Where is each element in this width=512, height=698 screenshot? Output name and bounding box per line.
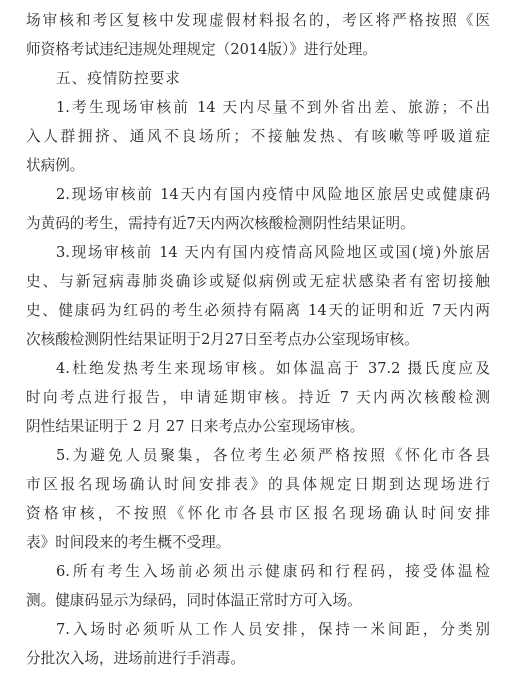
text-line: 市区报名现场确认时间安排表》的具体规定日期到达现场进行 — [26, 476, 490, 493]
text-line: 状病例。 — [26, 157, 85, 174]
text-line: 史、健康码为红码的考生必须持有隔离 14天的证明和近 7天内两 — [26, 302, 490, 319]
text-line: 入人群拥挤、通风不良场所；不接触发热、有咳嗽等呼吸道症 — [26, 128, 490, 145]
item-2-paragraph — [26, 180, 490, 238]
item-7-paragraph — [26, 615, 490, 673]
text-line: 1.考生现场审核前 14 天内尽量不到外省出差、旅游；不出 — [56, 99, 490, 116]
item-4-paragraph — [26, 354, 490, 441]
text-line: 史、与新冠病毒肺炎确诊或疑似病例或无症状感染者有密切接触 — [26, 273, 490, 290]
item-6-paragraph — [26, 557, 490, 615]
text-line: 阴性结果证明于 2 月 27 日来考点办公室现场审核。 — [26, 418, 365, 435]
text-line: 6.所有考生入场前必须出示健康码和行程码，接受体温检 — [56, 563, 490, 580]
text-line: 3.现场审核前 14 天内有国内疫情高风险地区或国(境)外旅居 — [56, 244, 490, 261]
text-line: 时向考点进行报告，申请延期审核。持近 7 天内两次核酸检测 — [26, 389, 490, 406]
text-line: 测。健康码显示为绿码，同时体温正常时方可入场。 — [26, 592, 362, 609]
item-3-paragraph — [26, 238, 490, 354]
text-line: 场审核和考区复核中发现虚假材料报名的，考区将严格按照《医 — [26, 12, 490, 29]
text-line: 次核酸检测阴性结果证明于2月27日至考点办公室现场审核。 — [26, 331, 419, 348]
item-1-paragraph — [26, 93, 490, 180]
item-5-paragraph — [26, 441, 490, 557]
text-line: 4.杜绝发热考生来现场审核。如体温高于 37.2 摄氏度应及 — [56, 360, 490, 377]
text-line: 表》时间段来的考生概不受理。 — [26, 534, 231, 551]
text-line: 资格审核，不按照《怀化市各县市区报名现场确认时间安排 — [26, 505, 490, 522]
text-line: 分批次入场，进场前进行手消毒。 — [26, 650, 245, 667]
text-line: 为黄码的考生，需持有近7天内两次核酸检测阴性结果证明。 — [26, 215, 415, 232]
text-line: 2.现场审核前 14天内有国内疫情中风险地区旅居史或健康码 — [56, 186, 490, 203]
section-heading: 五、疫情防控要求 — [56, 70, 181, 87]
text-line: 7.入场时必须听从工作人员安排，保持一米间距，分类别 — [56, 621, 490, 638]
text-line: 5.为避免人员聚集，各位考生必须严格按照《怀化市各县 — [56, 447, 490, 464]
intro-paragraph — [26, 6, 490, 64]
text-line: 师资格考试违纪违规处理规定（2014版）》进行处理。 — [26, 41, 377, 58]
